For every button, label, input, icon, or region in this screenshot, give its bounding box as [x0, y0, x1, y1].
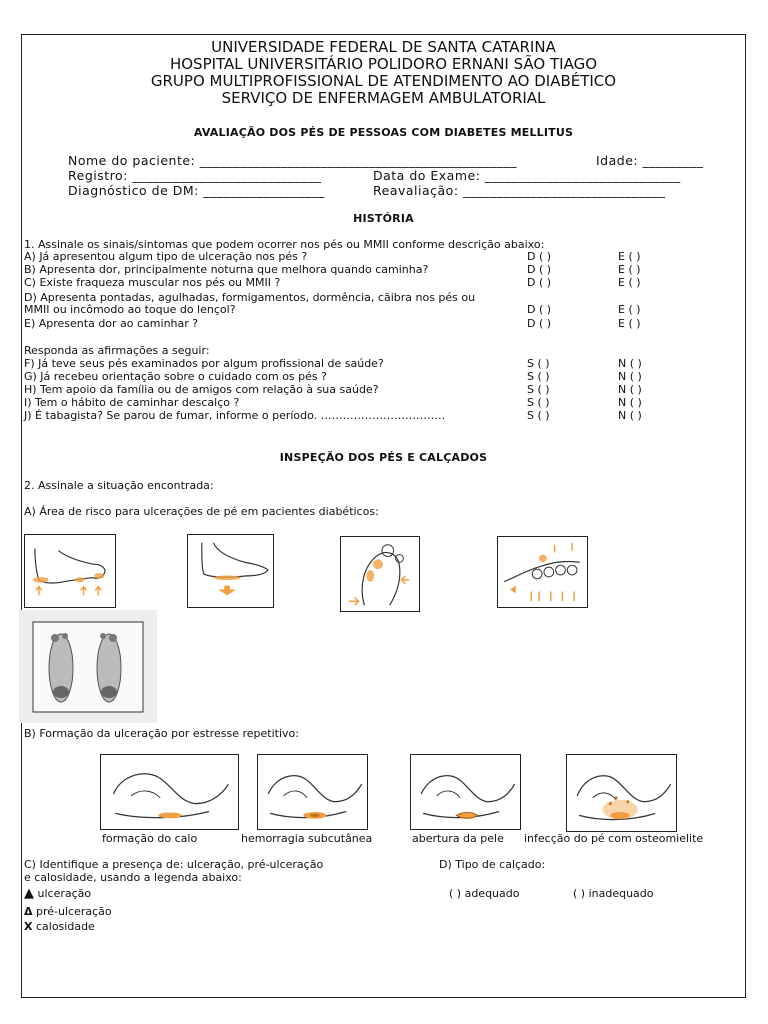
triangle-filled-icon: ▲ — [24, 886, 34, 901]
history-item-d-cont: MMII ou incômodo ao toque do lençol? — [24, 303, 236, 316]
yn-item-j-s[interactable]: S ( ) — [527, 409, 550, 422]
header-university: UNIVERSIDADE FEDERAL DE SANTA CATARINA — [211, 38, 556, 56]
legend-pre-ulceration: Δ pré-ulceração — [24, 905, 112, 918]
yn-item-i-n[interactable]: N ( ) — [618, 396, 642, 409]
form-page — [21, 34, 746, 998]
history-item-a-d[interactable]: D ( ) — [527, 250, 552, 263]
triangle-outline-icon: Δ — [24, 905, 33, 918]
yn-item-g-n[interactable]: N ( ) — [618, 370, 642, 383]
risk-foot-top-image — [340, 536, 420, 612]
history-item-e-e[interactable]: E ( ) — [618, 317, 641, 330]
yn-item-f-n[interactable]: N ( ) — [618, 357, 642, 370]
diagnosis-field[interactable]: Diagnóstico de DM: __________________ — [68, 183, 325, 198]
shoe-adequate-option[interactable]: ( ) adequado — [449, 887, 520, 900]
respond-label: Responda as afirmações a seguir: — [24, 344, 210, 357]
risk-foot-sole-image — [187, 534, 274, 608]
history-item-e: E) Apresenta dor ao caminhar ? — [24, 317, 199, 330]
history-item-d-d[interactable]: D ( ) — [527, 303, 552, 316]
shoe-inadequate-option[interactable]: ( ) inadequado — [573, 887, 654, 900]
yn-item-h-s[interactable]: S ( ) — [527, 383, 550, 396]
callus-formation-image — [100, 754, 239, 830]
yn-item-f-s[interactable]: S ( ) — [527, 357, 550, 370]
caption-skin-opening: abertura da pele — [412, 832, 504, 845]
header-hospital: HOSPITAL UNIVERSITÁRIO POLIDORO ERNANI SÃO TIAGO — [169, 55, 598, 73]
reevaluation-field[interactable]: Reavaliação: ______________________________ — [373, 183, 666, 198]
history-item-c-d[interactable]: D ( ) — [527, 276, 552, 289]
caption-callus: formação do calo — [102, 832, 198, 845]
legend-ulceration: ▲ ulceração — [24, 886, 92, 901]
yn-item-f: F) Já teve seus pés examinados por algum profissional de saúde? — [24, 357, 384, 370]
registration-field[interactable]: Registro: ____________________________ — [68, 168, 322, 183]
history-item-a-e[interactable]: E ( ) — [618, 250, 641, 263]
ulcer-formation-label: B) Formação da ulceração por estresse repetitivo: — [24, 727, 299, 740]
yn-item-j: J) É tabagista? Se parou de fumar, informe o período. ……………………………. — [24, 409, 446, 422]
history-item-b-e[interactable]: E ( ) — [618, 263, 641, 276]
skin-opening-image — [410, 754, 521, 830]
yn-item-h-n[interactable]: N ( ) — [618, 383, 642, 396]
history-item-d-e[interactable]: E ( ) — [618, 303, 641, 316]
question-2: 2. Assinale a situação encontrada: — [24, 479, 214, 492]
form-title: AVALIAÇÃO DOS PÉS DE PESSOAS COM DIABETES MELLITUS — [193, 126, 574, 139]
history-item-c-e[interactable]: E ( ) — [618, 276, 641, 289]
shoe-type-label: D) Tipo de calçado: — [439, 858, 546, 871]
risk-toes-image — [497, 536, 588, 608]
history-item-b-d[interactable]: D ( ) — [527, 263, 552, 276]
caption-osteomyelitis: infecção do pé com osteomielite — [524, 832, 704, 845]
yn-item-j-n[interactable]: N ( ) — [618, 409, 642, 422]
subcutaneous-hemorrhage-image — [257, 754, 368, 830]
header-service: SERVIÇO DE ENFERMAGEM AMBULATORIAL — [221, 89, 546, 107]
history-title: HISTÓRIA — [353, 212, 414, 225]
x-mark-icon: X — [24, 920, 33, 933]
yn-item-g: G) Já recebeu orientação sobre o cuidado com os pés ? — [24, 370, 327, 383]
exam-date-field[interactable]: Data do Exame: _____________________________ — [373, 168, 681, 183]
yn-item-g-s[interactable]: S ( ) — [527, 370, 550, 383]
history-item-b: B) Apresenta dor, principalmente noturna que melhora quando caminha? — [24, 263, 429, 276]
age-field[interactable]: Idade: _________ — [596, 153, 704, 168]
inspection-title: INSPEÇÃO DOS PÉS E CALÇADOS — [279, 451, 488, 464]
history-item-e-d[interactable]: D ( ) — [527, 317, 552, 330]
history-intro: 1. Assinale os sinais/sintomas que podem ocorrer nos pés ou MMII conforme descrição abaixo: — [24, 238, 545, 251]
plantar-pressure-image — [19, 610, 157, 723]
history-item-c: C) Existe fraqueza muscular nos pés ou MMII ? — [24, 276, 281, 289]
legend-callosity: X calosidade — [24, 920, 95, 933]
yn-item-i: I) Tem o hábito de caminhar descalço ? — [24, 396, 240, 409]
history-item-a: A) Já apresentou algum tipo de ulceração nos pés ? — [24, 250, 308, 263]
patient-name-field[interactable]: Nome do paciente: _______________________________________________ — [68, 153, 517, 168]
osteomyelitis-image — [566, 754, 677, 832]
yn-item-i-s[interactable]: S ( ) — [527, 396, 550, 409]
risk-area-label: A) Área de risco para ulcerações de pé em pacientes diabéticos: — [24, 505, 379, 518]
caption-hemorrhage: hemorragia subcutânea — [241, 832, 373, 845]
risk-foot-side-image — [24, 534, 116, 608]
identify-label-cont: e calosidade, usando a legenda abaixo: — [24, 871, 242, 884]
yn-item-h: H) Tem apoio da família ou de amigos com relação à sua saúde? — [24, 383, 379, 396]
identify-label: C) Identifique a presença de: ulceração, pré-ulceração — [24, 858, 324, 871]
header-group: GRUPO MULTIPROFISSIONAL DE ATENDIMENTO AO DIABÉTICO — [150, 72, 617, 90]
history-item-d: D) Apresenta pontadas, agulhadas, formigamentos, dormência, cãibra nos pés ou — [24, 291, 476, 304]
